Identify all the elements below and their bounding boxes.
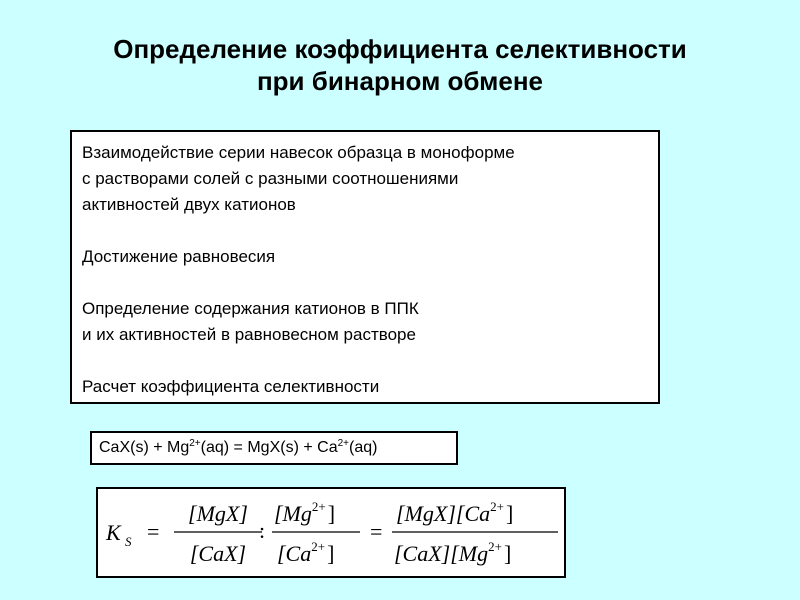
- title-line-1: Определение коэффициента селективности: [113, 34, 687, 64]
- frac3-den-close: ]: [503, 541, 512, 566]
- step-equilibrium: [82, 244, 648, 270]
- frac2-denominator: [277, 539, 334, 566]
- frac2-den-close: ]: [327, 541, 335, 566]
- frac1-numerator: [MgX]: [188, 501, 248, 526]
- frac2-numerator: [274, 499, 335, 526]
- procedure-steps-box: [70, 130, 660, 404]
- step-line: и их активностей в равновесном растворе: [82, 325, 416, 344]
- step-line: с растворами солей с разными соотношениями: [82, 169, 459, 188]
- step-line: Расчет коэффициента селективности: [82, 377, 380, 396]
- frac3-numerator: [396, 499, 513, 526]
- formula-equals-1: =: [147, 519, 160, 544]
- formula-equals-2: =: [370, 519, 383, 544]
- frac3-den-base: [CaX][Mg: [394, 541, 489, 566]
- frac3-num-close: ]: [505, 501, 514, 526]
- step-calculation: [82, 374, 648, 400]
- frac2-num-close: ]: [327, 501, 336, 526]
- frac2-num-charge: 2+: [311, 499, 326, 514]
- step-line: Достижение равновесия: [82, 247, 276, 266]
- reaction-charge: 2+: [337, 438, 349, 449]
- step-determination: [82, 296, 648, 348]
- step-line: активностей двух катионов: [82, 195, 296, 214]
- formula-k-subscript: S: [125, 534, 132, 549]
- reaction-part: (aq): [349, 439, 378, 456]
- frac3-denominator: [394, 539, 511, 566]
- frac3-den-charge: 2+: [488, 539, 502, 554]
- frac3-num-charge: 2+: [490, 499, 504, 514]
- formula-svg: [98, 489, 564, 576]
- title-line-2: при бинарном обмене: [256, 66, 544, 96]
- reaction-part: (aq) = MgX(s) + Ca: [200, 439, 338, 456]
- step-line: Определение содержания катионов в ППК: [82, 299, 419, 318]
- frac2-den-base: [Ca: [277, 541, 312, 566]
- frac2-den-charge: 2+: [311, 539, 326, 554]
- frac3-num-base: [MgX][Ca: [396, 501, 491, 526]
- reaction-charge: 2+: [189, 438, 201, 449]
- reaction-part: CaX(s) + Mg: [99, 439, 190, 456]
- step-interaction: [82, 140, 648, 218]
- formula-colon: :: [259, 518, 266, 543]
- step-line: Взаимодействие серии навесок образца в моноформе: [82, 143, 515, 162]
- formula-k: K: [106, 520, 121, 545]
- frac2-num-base: [Mg: [274, 501, 312, 526]
- page-title: [0, 33, 800, 97]
- reaction-equation: [90, 431, 458, 465]
- frac1-denominator: [CaX]: [189, 541, 247, 566]
- selectivity-formula: [96, 487, 566, 578]
